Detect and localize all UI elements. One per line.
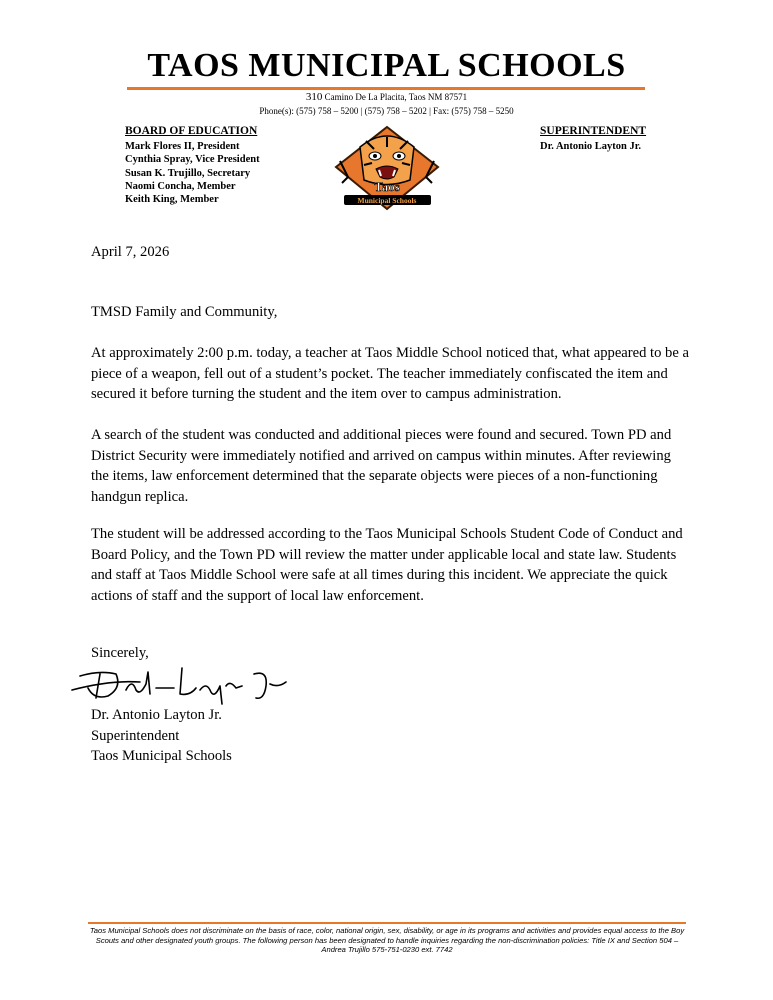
- phone-line: Phone(s): (575) 758 – 5200 | (575) 758 – 5202 | Fax: (575) 758 – 5250: [259, 106, 514, 116]
- taos-logo: [330, 125, 445, 215]
- letter-paragraph: [91, 343, 691, 405]
- superintendent-name: Dr. Antonio Layton Jr.: [540, 141, 642, 153]
- signer-block: [91, 705, 232, 767]
- tiger-mascot-icon: [330, 125, 445, 215]
- superintendent-block: [540, 125, 646, 153]
- handwritten-signature: [70, 660, 290, 708]
- superintendent-heading: SUPERINTENDENT: [540, 125, 647, 137]
- address-street: Camino De La Placita, Taos NM 87571: [324, 92, 468, 102]
- board-member: Mark Flores II, President: [125, 141, 240, 153]
- svg-text:Municipal Schools: Municipal Schools: [357, 196, 417, 205]
- signer-name: Dr. Antonio Layton Jr.: [91, 707, 222, 723]
- letter-closing: Sincerely,: [91, 645, 149, 661]
- board-of-education: [125, 125, 260, 206]
- paragraph-text: At approximately 2:00 p.m. today, a teacher at Taos Middle School noticed that, what appeared to be a piece of a weapon, fell out of a student’s pocket. The teacher immediately confiscated the item and secured it before turning the student and the item over to campus administration.: [91, 345, 689, 402]
- title-divider: [127, 87, 645, 90]
- paragraph-text: The student will be addressed according to the Taos Municipal Schools Student Code of Conduct and Board Policy, and the Town PD will review the matter under applicable local and state law. Students and staff at Taos Middle School were safe at all times during this incident. We appreciate the quick actions of staff and the support of local law enforcement.: [91, 526, 683, 604]
- letter-date: April 7, 2026: [91, 244, 170, 260]
- signer-org: Taos Municipal Schools: [91, 748, 232, 764]
- address-line: [0, 92, 773, 103]
- board-member: Susan K. Trujillo, Secretary: [125, 167, 251, 179]
- page-title: TAOS MUNICIPAL SCHOOLS: [147, 47, 626, 84]
- svg-text:Taos: Taos: [374, 179, 400, 194]
- letter-paragraph: [91, 524, 691, 606]
- board-member: Cynthia Spray, Vice President: [125, 154, 260, 166]
- signer-title: Superintendent: [91, 727, 180, 744]
- paragraph-text: A search of the student was conducted and additional pieces were found and secured. Town PD and District Security were immediately notified and arrived on campus within minutes. After reviewing the items, law enforcement determined that the separate objects were pieces of a non-functioning handgun replica.: [91, 427, 672, 505]
- non-discrimination-notice: Taos Municipal Schools does not discriminate on the basis of race, color, national origin, sex, disability, or age in its programs and activities and provides equal access to the Boy Scouts and other designated youth groups. The following person has been designated to handle inquiries regarding the non-discrimination policies: Title IX and Section 504 – Andrea Trujillo 575-751-0230 ext. 7742: [89, 926, 685, 955]
- footer-divider: [88, 922, 686, 924]
- signature-icon: [70, 660, 290, 708]
- board-member: Naomi Concha, Member: [125, 180, 236, 192]
- letter-paragraph: [91, 425, 691, 507]
- board-heading: BOARD OF EDUCATION: [125, 125, 258, 137]
- address-number: 310: [305, 91, 323, 103]
- letter-salutation: TMSD Family and Community,: [91, 304, 278, 320]
- board-member: Keith King, Member: [125, 194, 219, 206]
